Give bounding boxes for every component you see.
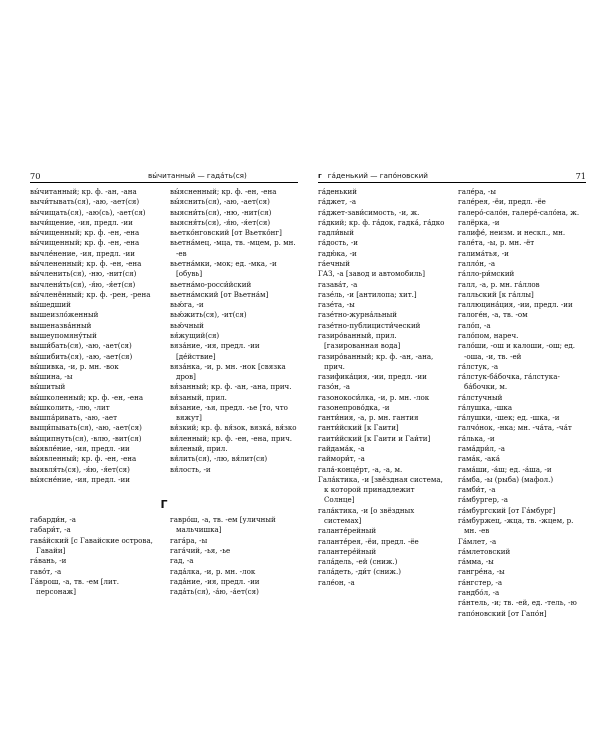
entry: га́лстучный	[458, 392, 503, 402]
entry: гангре́на, -ы	[458, 567, 505, 577]
entry: газе́тно-журна́льный	[318, 310, 398, 320]
entry: вьетна́мо-росси́йский	[170, 279, 252, 289]
entry: вышпа́ривать, -аю, -ает	[30, 413, 118, 423]
entry: гала́деть, -ди́т (сниж.)	[318, 567, 401, 577]
left-col-1-g	[30, 515, 158, 597]
entry: гале́та, -ы, р. мн. -ёт	[458, 238, 535, 248]
entry: габари́т, -а	[30, 525, 71, 535]
entry: гава́йский [с Гавайские острова, Гавайи]	[30, 535, 153, 555]
entry: вя́жущий(ся)	[170, 330, 220, 340]
entry: га́лстук-ба́бочка, га́лстука-ба́бочки, м.	[458, 372, 560, 392]
entry: гадю́ка, -и	[318, 248, 357, 258]
entry: вяза́ние, -ия, предл. -ии [де́йствие]	[170, 341, 260, 361]
entry: вьетко́нговский [от Вьетко́нг]	[170, 228, 282, 238]
entry: вышеназва́нный	[30, 320, 92, 330]
entry: гала́ктика, -и [о звёздных системах]	[318, 505, 415, 525]
entry: вы́школить, -лю, -лит	[30, 402, 110, 412]
entry: вы́чищенный; кр. ф. -ен, -ена	[30, 238, 140, 248]
entry: гада́ть(ся), -а́ю, -а́ет(ся)	[170, 587, 259, 597]
entry: гало́ши, -ош и калоши, -ош; ед. -оша, -и, тв. -ей	[458, 341, 576, 361]
entry: вя́зкий; кр. ф. вя́зок, вязка́, вя́зко	[170, 423, 297, 433]
entry: выщи́пывать(ся), -аю, -ает(ся)	[30, 423, 142, 433]
entry: галеро́-сало́н, галере́-сало́на, ж.	[458, 207, 580, 217]
running-head-title-left: вы́читанный — гада́ть(ся)	[148, 171, 247, 180]
entry: га́млетовский	[458, 546, 511, 556]
entry: га́нтель, -и; тв. -ей, ед. -тель, -ю	[458, 598, 577, 608]
right-col-1	[318, 187, 446, 619]
left-col-2-g	[170, 515, 298, 597]
entry: га́лстук, -а	[458, 361, 499, 371]
entry: га́денький	[318, 187, 357, 196]
entry: выши́бать(ся), -аю, -ает(ся)	[30, 341, 132, 351]
entry: гало́пом, нареч.	[458, 330, 519, 340]
entry: га́джет, -а	[318, 197, 357, 207]
entry: галоге́н, -а, тв. -ом	[458, 310, 528, 320]
entry: ганти́йский [к Гаити]	[318, 423, 399, 433]
entry: вы́членить(ся), -ню, -нит(ся)	[30, 269, 137, 279]
entry: вы́членённый; кр. ф. -рен, -рена	[30, 289, 151, 299]
entry: вы́шибить(ся), -аю, -ает(ся)	[30, 351, 133, 361]
entry: галльский [к га́ллы]	[458, 289, 534, 299]
entry: гайдама́к, -а	[318, 444, 365, 454]
entry: газе́та, -ы	[318, 300, 355, 310]
entry: вя́лить(ся), -лю, вя́лит(ся)	[170, 454, 268, 464]
entry: газонепрово́дка, -и	[318, 402, 390, 412]
entry: газе́тно-публицисти́ческий	[318, 320, 421, 330]
entry: газе́ль, -и [антилопа; хит.]	[318, 289, 417, 299]
entry: га́джет-зави́симость, -и, ж.	[318, 207, 420, 217]
entry: галл, -а, р. мн. га́ллов	[458, 279, 540, 289]
entry: вью́га, -и	[170, 300, 204, 310]
entry: габарди́н, -а	[30, 515, 76, 525]
entry: галанте́рея, -ёи, предл. -ёе	[318, 536, 419, 546]
running-head-words: га́денький — гапо́новский	[327, 171, 428, 180]
running-head-left	[30, 170, 298, 183]
entry: га́мбуржец, -жца, тв. -жцем, р. мн. -ев	[458, 516, 574, 536]
entry: выясни́ть(ся), -ню, -нит(ся)	[170, 207, 272, 217]
entry: гама́к, -ака́	[458, 454, 500, 464]
entry: га́мбургский [от Га́мбург]	[458, 505, 556, 515]
entry: вьетна́мки, -мок; ед. -мка, -и [обувь]	[170, 258, 277, 279]
entry: вы́чищать(ся), -аю(сь), -ает(ся)	[30, 207, 146, 217]
running-head-title-right	[318, 170, 428, 182]
entry: гама́ши, -а́ш; ед. -а́ша, -и	[458, 464, 552, 474]
entry: га́мбургер, -а	[458, 495, 509, 505]
entry: гад, -а	[170, 556, 194, 566]
entry: вьетна́мский [от Вьетна́м]	[170, 289, 269, 299]
running-head-right	[318, 170, 586, 183]
entry: га́лло-ри́мский	[458, 269, 515, 279]
entry: гало́п, -а	[458, 320, 491, 330]
entry: Гала́ктика, -и [звёздная система, к которой принадлежит Солнце]	[318, 474, 443, 505]
entry: вычи́тывать(ся), -аю, -ает(ся)	[30, 197, 140, 207]
entry: гаво́т, -а	[30, 566, 62, 576]
entry: ГАЗ, -а [завод и автомобиль]	[318, 269, 425, 279]
left-col-2	[170, 187, 298, 485]
entry: вы́читанный; кр. ф. -ан, -ана	[30, 187, 137, 196]
entry: вы́шивка, -и, р. мн. -вок	[30, 361, 119, 371]
entry: гага́ра, -ы	[170, 535, 208, 545]
entry: газо́н, -а	[318, 382, 350, 392]
page-number-left: 70	[30, 171, 41, 181]
page-number-right: 71	[575, 171, 586, 181]
entry: галанте́рейный	[318, 526, 377, 536]
entry: гапо́новский [от Гапо́н]	[458, 608, 547, 618]
entry: вя́ленный; кр. ф. -ен, -ена, прич.	[170, 433, 293, 443]
entry: газава́т, -а	[318, 279, 358, 289]
entry: гандбо́л, -а	[458, 587, 500, 597]
entry: га́вань, -и	[30, 556, 67, 566]
entry: галло́н, -а	[458, 258, 496, 268]
entry: Га́врош, -а, тв. -ем [лит. персонаж]	[30, 576, 119, 597]
entry: вьетна́мец, -мца, тв. -мцем, р. мн. -ев	[170, 238, 296, 258]
entry: Га́млет, -а	[458, 536, 497, 546]
entry: вью́жить(ся), -ит(ся)	[170, 310, 247, 320]
entry: газонокоси́лка, -и, р. мн. -лок	[318, 392, 430, 402]
entry: гама́дри́л, -а	[458, 444, 505, 454]
left-col-1	[30, 187, 158, 485]
entry: вы́члененный; кр. ф. -ен, -ена	[30, 258, 142, 268]
entry: вышеизло́женный	[30, 310, 99, 320]
entry: вы́ясне́ние, -ия, предл. -ии	[30, 474, 130, 484]
entry: га́ечный	[318, 258, 350, 268]
entry: вы́шедший	[30, 300, 71, 310]
entry: га́мма, -ы	[458, 557, 494, 567]
entry: га́мба, -ы (рыба) (мафол.)	[458, 474, 554, 484]
entry: гада́лка, -и, р. мн. -лок	[170, 566, 256, 576]
entry: гала́-конце́рт, -а, -а, м.	[318, 464, 403, 474]
entry: вы́ясненный; кр. ф. -ен, -ена	[170, 187, 277, 196]
running-head-letter: г	[318, 171, 322, 180]
entry: вяза́нка, -и, р. мн. -нок [связка дров]	[170, 361, 286, 382]
entry: га́дкий; кр. ф. га́док, гадка́, га́дко	[318, 217, 445, 227]
entry: гавро́ш, -а, тв. -ем [уличный мальчишка]	[170, 515, 276, 535]
right-page	[318, 170, 586, 730]
entry: выявля́ть(ся), -я́ю, -я́ет(ся)	[30, 464, 130, 474]
entry: гадли́вый	[318, 228, 354, 238]
entry: вью́чный	[170, 320, 204, 330]
entry: галёрка, -и	[458, 217, 500, 227]
entry: га́лька, -и	[458, 433, 495, 443]
entry: га́дость, -и	[318, 238, 358, 248]
entry: ганти́ния, -а, р. мн. гантия	[318, 413, 419, 423]
entry: галлюцина́ция, -ии, предл. -ии	[458, 300, 573, 310]
entry: вычлени́ть(ся), -я́ю, -я́ет(ся)	[30, 279, 136, 289]
entry: гамби́т, -а	[458, 485, 496, 495]
entry: вы́школенный; кр. ф. -ен, -ена	[30, 392, 144, 402]
entry: вы́явле́ние, -ия, предл. -ии	[30, 444, 130, 454]
entry: гаити́йский [к Гаити и Гаи́ти]	[318, 433, 431, 443]
entry: вы́чищенный; кр. ф. -ен, -ена	[30, 228, 140, 238]
entry: вычи́щение, -ия, предл. -ии	[30, 217, 133, 227]
entry: вы́шитый	[30, 382, 66, 392]
entry: вычле́нение, -ия, предл. -ии	[30, 248, 135, 258]
entry: галима́тья, -и	[458, 248, 509, 258]
entry: газифика́ция, -ии, предл. -ии	[318, 372, 427, 382]
entry: га́лушки, -шек; ед. -шка, -и	[458, 413, 560, 423]
entry: га́нгстер, -а	[458, 577, 503, 587]
entry: вы́яснить(ся), -аю, -ает(ся)	[170, 197, 270, 207]
entry: вы́шина, -ы	[30, 372, 73, 382]
entry: галчо́нок, -нка; мн. -ча́та, -ча́т	[458, 423, 572, 433]
entry: вы́явленный; кр. ф. -ен, -ена	[30, 454, 137, 464]
entry: газиро́ванный; кр. ф. -ан, -ана, прич.	[318, 351, 434, 371]
entry: газиро́ванный, прил. [газированная вода]	[318, 330, 401, 351]
entry: гага́чий, -ья, -ье	[170, 546, 231, 555]
entry: гада́ние, -ия, предл. -ии	[170, 576, 260, 586]
entry: галантере́йный	[318, 546, 377, 556]
entry: вя́занный; кр. ф. -ан, -ана, прич.	[170, 382, 292, 392]
entry: вя́зание, -ья, предл. -ье [то, что вяжут]	[170, 402, 288, 423]
entry: гала́дель, -ей (сниж.)	[318, 557, 398, 567]
entry: гале́ра, -ы	[458, 187, 496, 196]
left-page	[30, 170, 298, 730]
entry: вы́щипнуть(ся), -влю, -вит(ся)	[30, 433, 142, 443]
section-letter: Г	[160, 498, 168, 512]
entry: выясня́ть(ся), -я́ю, -я́ет(ся)	[170, 217, 271, 227]
entry: вышеупомяну́тый	[30, 330, 97, 340]
entry: вя́заный, прил.	[170, 392, 227, 402]
entry: гаймори́т, -а	[318, 454, 365, 464]
entry: гале́он, -а	[318, 577, 355, 587]
entry: вя́лость, -и	[170, 464, 211, 474]
entry: га́лушка, -шка	[458, 402, 513, 412]
entry: галифе́, неизм. и нескл., мн.	[458, 228, 566, 238]
entry: гале́рея, -ёи, предл. -ёе	[458, 197, 546, 207]
right-col-2	[458, 187, 586, 619]
entry: вя́леный, прил.	[170, 444, 228, 454]
